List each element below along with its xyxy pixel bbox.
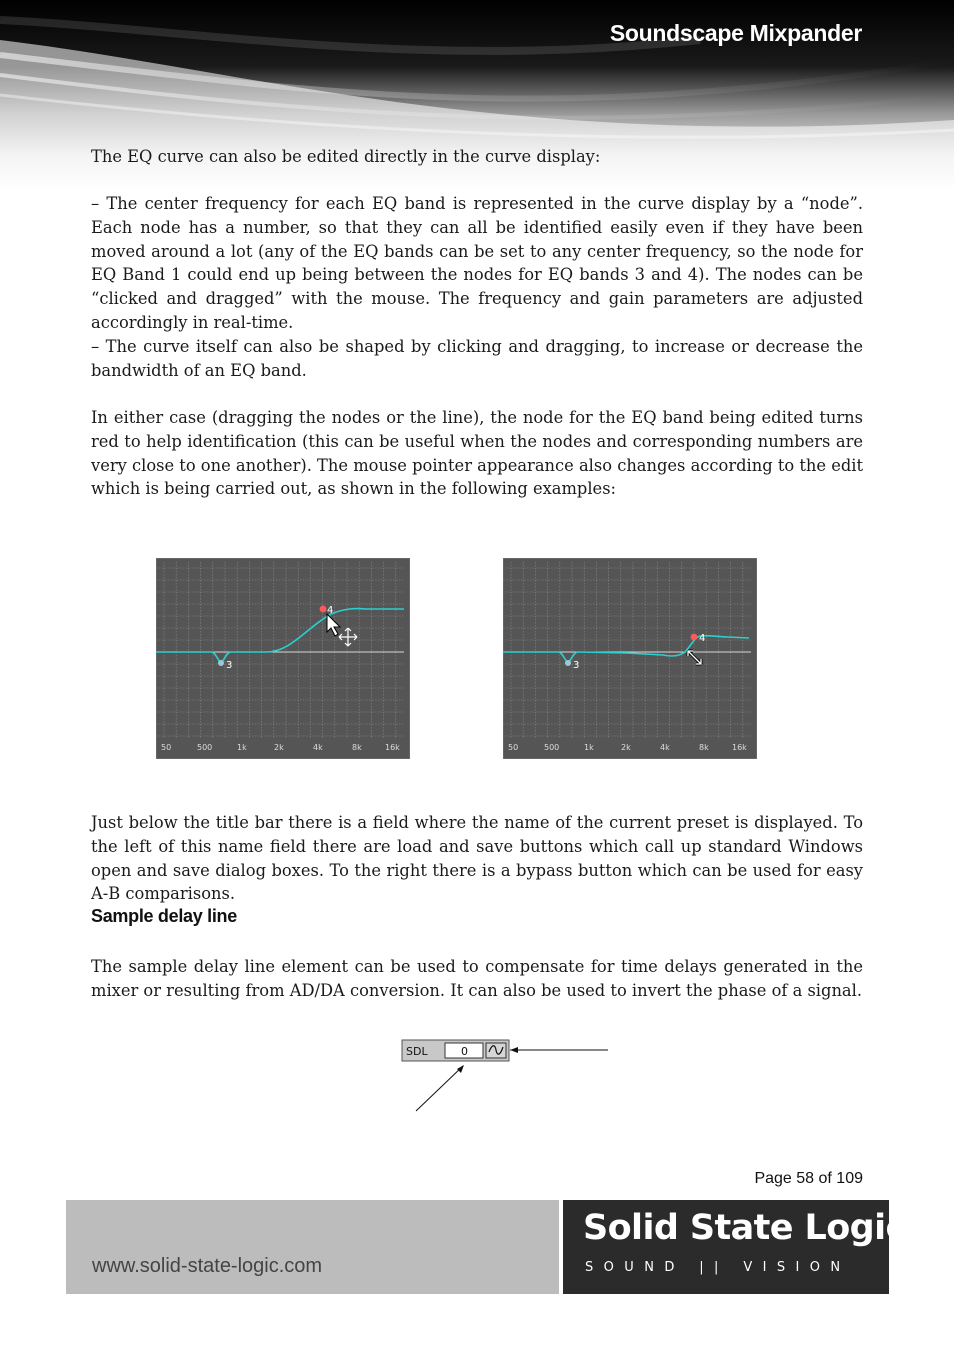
freq-label: 1k: [584, 743, 594, 752]
sdl-value: 0: [461, 1045, 468, 1058]
freq-label: 2k: [621, 743, 631, 752]
freq-label: 50: [161, 743, 172, 752]
section-heading-sample-delay: Sample delay line: [91, 906, 237, 926]
paragraph-preset-field: Just below the title bar there is a field where the name of the current preset is displayed. To the left of this name field there are load and save buttons which call up standard Windows open and save dialog boxes. To the right there is a bypass button which can be used for easy A-B comparisons.: [91, 813, 863, 904]
freq-label: 16k: [385, 743, 400, 752]
ssl-logo: [563, 1200, 906, 1294]
eq-curve-display-curve-drag: [503, 558, 757, 759]
sdl-label: SDL: [406, 1045, 428, 1058]
freq-label: 500: [544, 743, 560, 752]
eq-node-3[interactable]: [565, 660, 571, 666]
freq-label: 50: [508, 743, 519, 752]
eq-curve-svg: [503, 558, 757, 759]
value-field-pointer-arrow: [416, 1066, 463, 1111]
node-label-3: 3: [573, 660, 580, 671]
node-label-4: 4: [699, 633, 706, 644]
logo-wordmark: Solid State Logic: [583, 1208, 906, 1248]
paragraph-intro: The EQ curve can also be edited directly in the curve display:: [91, 147, 601, 166]
paragraph-edit-feedback: In either case (dragging the nodes or the line), the node for the EQ band being edited turns red to help identification (this can be useful when the nodes and corresponding numbers are very close to one another). The mouse pointer appearance also changes according to the edit which is being carried out, as shown in the following examples:: [91, 408, 863, 499]
paragraph-nodes: – The center frequency for each EQ band is represented in the curve display by a “node”. Each node has a number, so that they can all be identified easily even if they have been moved around a lot (any of the EQ bands can be set to any center frequency, so the node for EQ Band 1 could end up being between the nodes for EQ bands 3 and 4). The nodes can be “clicked and dragged” with the mouse. The frequency and gain parameters are adjusted accordingly in real-time.: [91, 194, 863, 332]
freq-label: 4k: [660, 743, 670, 752]
phase-invert-button[interactable]: [486, 1043, 506, 1058]
document-title: Soundscape Mixpander: [609, 20, 862, 46]
paragraph-sample-delay: The sample delay line element can be used to compensate for time delays generated in the mixer or resulting from AD/DA conversion. It can also be used to invert the phase of a signal.: [91, 957, 863, 1000]
eq-curve-display-node-drag: [156, 558, 410, 759]
eq-node-3[interactable]: [218, 660, 224, 666]
paragraph-curve-shaping: – The curve itself can also be shaped by clicking and dragging, to increase or decrease the bandwidth of an EQ band.: [91, 337, 863, 380]
logo-tagline: SOUND || VISION: [585, 1260, 851, 1275]
node-label-4: 4: [327, 605, 334, 616]
eq-node-4-active[interactable]: [691, 634, 698, 641]
freq-label: 4k: [313, 743, 323, 752]
eq-node-4-active[interactable]: [320, 606, 327, 613]
freq-label: 8k: [352, 743, 362, 752]
footer-url-bar: [66, 1200, 559, 1294]
freq-label: 2k: [274, 743, 284, 752]
freq-label: 8k: [699, 743, 709, 752]
freq-label: 16k: [732, 743, 747, 752]
eq-curve-svg: [156, 558, 410, 759]
freq-label: 1k: [237, 743, 247, 752]
page-number: Page 58 of 109: [754, 1170, 863, 1187]
footer-website-link[interactable]: www.solid-state-logic.com: [92, 1255, 323, 1277]
sdl-widget-figure: [400, 1035, 620, 1115]
freq-label: 500: [197, 743, 213, 752]
node-label-3: 3: [226, 660, 233, 671]
